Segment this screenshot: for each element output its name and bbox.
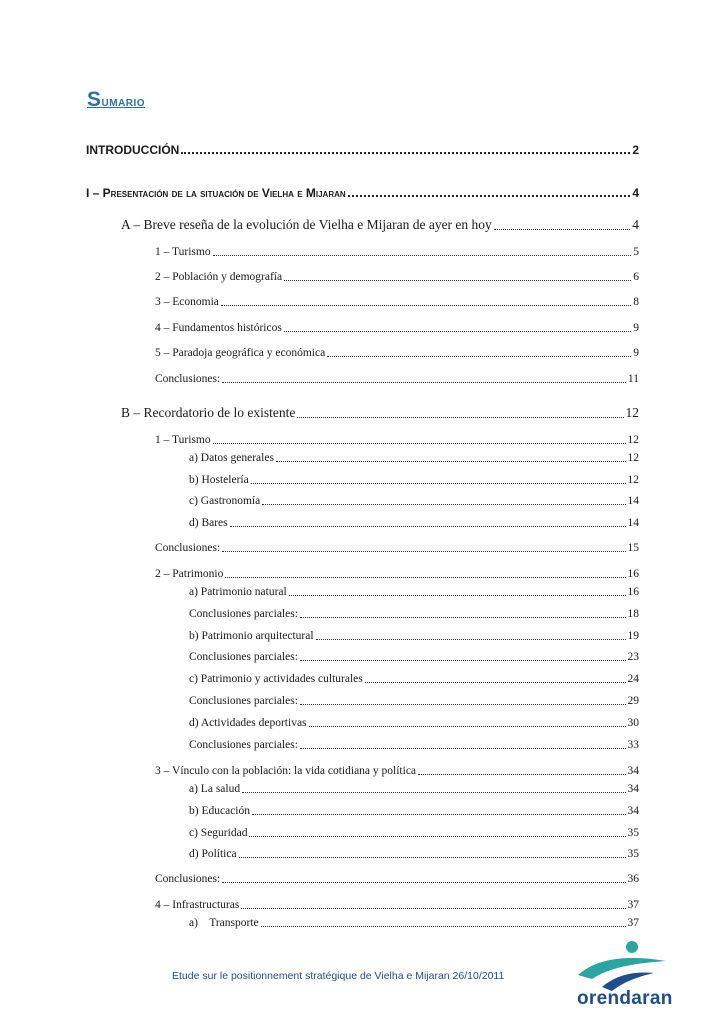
dot-leader: [222, 382, 626, 383]
page-number: 34: [627, 805, 639, 817]
toc-entry-vinculo-poblacion[interactable]: 3 – Vínculo con la población: la vida cotidiana y política 34: [155, 765, 639, 777]
dot-leader: [225, 577, 625, 578]
page-number: 6: [633, 271, 639, 283]
dot-leader: [241, 908, 625, 909]
page-number: 19: [627, 630, 639, 642]
toc-entry-educacion[interactable]: b) Educación 34: [189, 805, 639, 817]
toc-entry-conclusiones-parciales[interactable]: Conclusiones parciales: 33: [189, 739, 639, 751]
dot-leader: [284, 331, 631, 332]
dot-leader: [365, 682, 626, 683]
page-number: 33: [627, 739, 639, 751]
dot-leader: [327, 356, 631, 357]
footer-text: Etude sur le positionnement stratégique de Vielha e Mijaran 26/10/2011: [172, 970, 505, 982]
page-number: 5: [633, 246, 639, 258]
toc-entry-conclusiones-parciales[interactable]: Conclusiones parciales: 18: [189, 608, 639, 620]
toc-entry-patrimonio[interactable]: 2 – Patrimonio 16: [155, 568, 639, 580]
page-number: 15: [627, 542, 639, 554]
dot-leader: [239, 857, 626, 858]
toc-entry-introduccion[interactable]: INTRODUCCIÓN 2: [86, 143, 639, 157]
toc-entry-turismo[interactable]: 1 – Turismo 12: [155, 434, 639, 446]
toc-entry-conclusiones[interactable]: Conclusiones: 11: [155, 373, 639, 385]
dot-leader: [300, 617, 626, 618]
page-title-initial: S: [87, 88, 102, 111]
page-number: 34: [627, 783, 639, 795]
page-number: 24: [627, 673, 639, 685]
page-number: 12: [627, 434, 639, 446]
dot-leader: [222, 551, 625, 552]
toc-entry-economia[interactable]: 3 – Economia 8: [155, 296, 639, 308]
dot-leader: [494, 229, 630, 230]
toc-entry-seguridad[interactable]: c) Seguridad 35: [189, 827, 639, 839]
toc-entry-politica[interactable]: d) Política 35: [189, 848, 639, 860]
toc-entry-conclusiones-parciales[interactable]: Conclusiones parciales: 23: [189, 651, 639, 663]
dot-leader: [221, 305, 631, 306]
toc-entry-infrastructuras[interactable]: 4 – Infrastructuras 37: [155, 899, 639, 911]
dot-leader: [230, 526, 626, 527]
dot-leader: [213, 443, 626, 444]
dot-leader: [309, 726, 626, 727]
dot-leader: [213, 255, 632, 256]
dot-leader: [252, 814, 626, 815]
dot-leader: [289, 595, 626, 596]
dot-leader: [300, 660, 626, 661]
dot-leader: [316, 639, 626, 640]
page-number: 37: [627, 917, 639, 929]
toc-entry-presentacion[interactable]: I – Presentación de la situación de Vielha e Mijaran 4: [86, 186, 639, 200]
page-number: 16: [627, 586, 639, 598]
page-title: [87, 88, 145, 112]
dot-leader: [284, 280, 631, 281]
toc-entry-actividades-deportivas[interactable]: d) Actividades deportivas 30: [189, 717, 639, 729]
dot-leader: [261, 926, 626, 927]
toc-entry-patrimonio-arquitectural[interactable]: b) Patrimonio arquitectural 19: [189, 630, 639, 642]
dot-leader: [181, 152, 630, 154]
page-number: 16: [627, 568, 639, 580]
page-number: 14: [627, 517, 639, 529]
dot-leader: [251, 483, 626, 484]
dot-leader: [222, 882, 625, 883]
toc-entry-conclusiones-parciales[interactable]: Conclusiones parciales: 29: [189, 695, 639, 707]
dot-leader: [276, 461, 626, 462]
toc-entry-poblacion[interactable]: 2 – Población y demografía 6: [155, 271, 639, 283]
toc-entry-conclusiones[interactable]: Conclusiones: 15: [155, 542, 639, 554]
page-number: 30: [627, 717, 639, 729]
page-number: 9: [633, 322, 639, 334]
dot-leader: [262, 504, 625, 505]
dot-leader: [418, 774, 625, 775]
page-number: 9: [633, 347, 639, 359]
toc-entry-patrimonio-natural[interactable]: a) Patrimonio natural 16: [189, 586, 639, 598]
toc-entry-actividades-culturales[interactable]: c) Patrimonio y actividades culturales 24: [189, 673, 639, 685]
page-number: 23: [627, 651, 639, 663]
logo-text: orendaran: [577, 988, 673, 1009]
dot-leader: [348, 195, 631, 197]
toc-entry-bares[interactable]: d) Bares 14: [189, 517, 639, 529]
page-number: 37: [627, 899, 639, 911]
toc-entry-datos-generales[interactable]: a) Datos generales 12: [189, 452, 639, 464]
page-number: 4: [632, 217, 639, 232]
toc-entry-conclusiones[interactable]: Conclusiones: 36: [155, 873, 639, 885]
dot-leader: [242, 792, 625, 793]
dot-leader: [300, 704, 626, 705]
dot-leader: [297, 417, 623, 418]
page-number: 35: [627, 827, 639, 839]
toc-entry-gastronomia[interactable]: c) Gastronomía 14: [189, 495, 639, 507]
toc-entry-turismo[interactable]: 1 – Turismo 5: [155, 246, 639, 258]
page-number: 18: [627, 608, 639, 620]
toc-entry-transporte[interactable]: a) Transporte 37: [189, 917, 639, 929]
page-number: 29: [627, 695, 639, 707]
dot-leader: [300, 748, 626, 749]
toc-entry-paradoja[interactable]: 5 – Paradoja geográfica y económica 9: [155, 347, 639, 359]
toc-entry-fundamentos[interactable]: 4 – Fundamentos históricos 9: [155, 322, 639, 334]
page-number: 12: [627, 474, 639, 486]
page-number: 12: [625, 405, 639, 420]
toc-entry-section-b[interactable]: B – Recordatorio de lo existente 12: [121, 405, 639, 420]
page-number: 12: [627, 452, 639, 464]
page-number: 36: [627, 873, 639, 885]
page-number: 34: [627, 765, 639, 777]
page-number: 11: [627, 373, 639, 385]
toc-entry-hosteleria[interactable]: b) Hostelería 12: [189, 474, 639, 486]
toc-entry-salud[interactable]: a) La salud 34: [189, 783, 639, 795]
page-title-rest: umario: [101, 93, 146, 109]
page-number: 2: [632, 143, 639, 157]
dot-leader: [249, 836, 625, 837]
toc-entry-section-a[interactable]: A – Breve reseña de la evolución de Vielha e Mijaran de ayer en hoy 4: [121, 217, 639, 232]
page-number: 14: [627, 495, 639, 507]
page-number: 35: [627, 848, 639, 860]
page-number: 4: [632, 186, 639, 200]
page-number: 8: [633, 296, 639, 308]
